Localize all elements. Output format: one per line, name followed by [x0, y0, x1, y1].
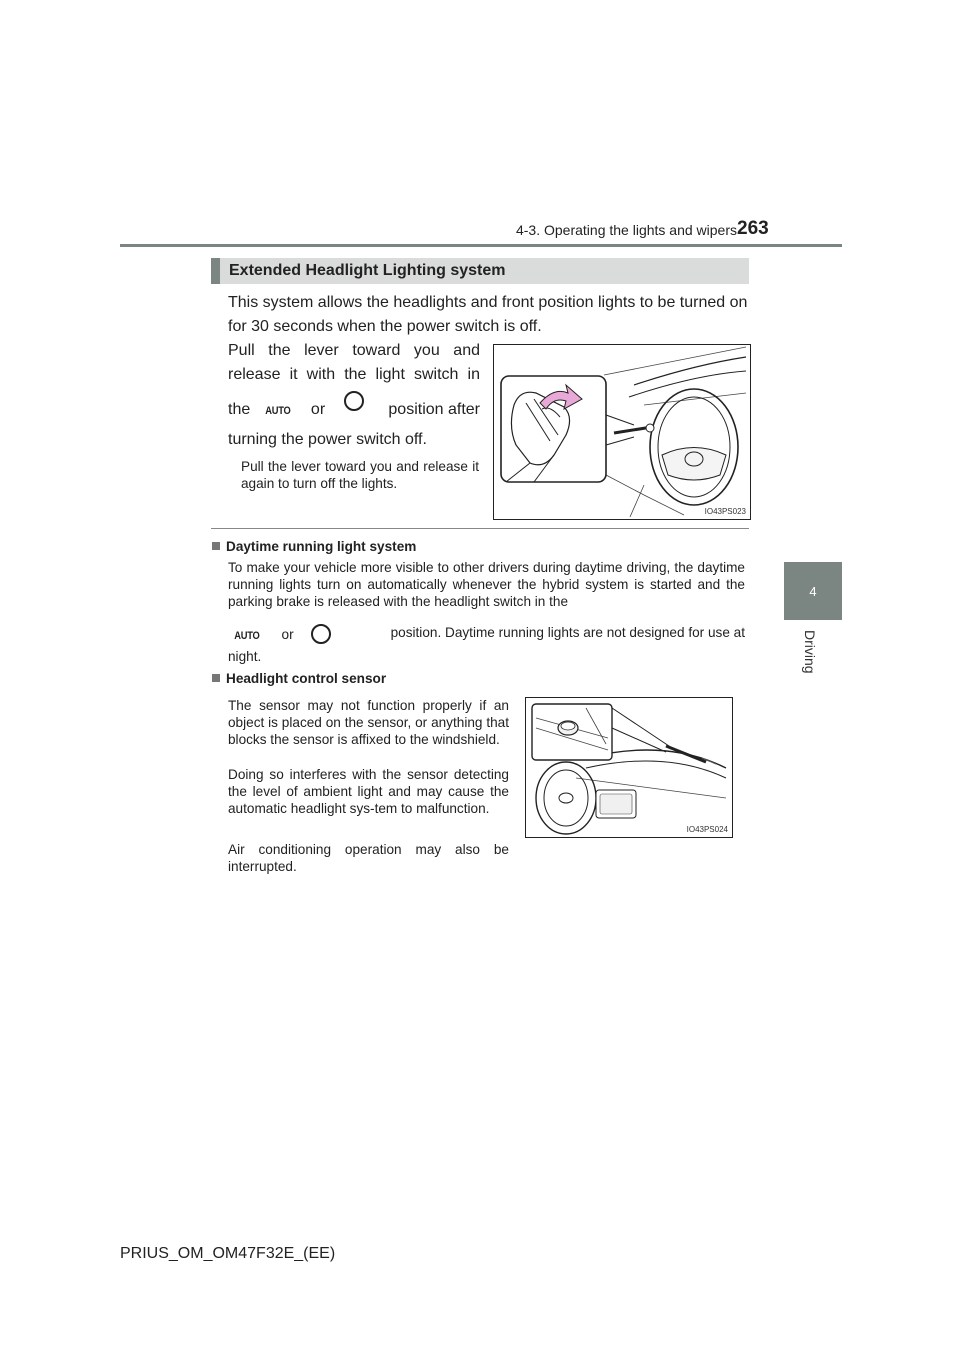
intro-paragraph: This system allows the headlights and front position lights to be turned on for 30 seconds when the power switch is off. [228, 294, 748, 335]
instruction-line-2: release it with the light switch in [228, 366, 480, 383]
drl-title: Daytime running light system [226, 539, 417, 554]
figure-id-2: IO43PS024 [686, 825, 728, 834]
sensor-drawing [526, 698, 732, 837]
auto-icon-2: AUTO [234, 630, 260, 642]
drl-position-text: position. Daytime running lights are not designed for use at [390, 625, 745, 640]
sensor-paragraph-2: Doing so interferes with the sensor detecting the level of ambient light and may cause the automatic headlight sys-tem to malfunction. [228, 767, 509, 816]
sensor-paragraph-1: The sensor may not function properly if an object is placed on the sensor, or anything that blocks the sensor is affixed to the windshield. [228, 698, 509, 747]
drl-paragraph: To make your vehicle more visible to other drivers during daytime driving, the daytime running lights turn on automatically whenever the hybrid system is started and the parking brake is released with the headlight switch in the [228, 560, 745, 609]
auto-icon: AUTO [264, 405, 291, 417]
figure-id-1: IO43PS023 [704, 507, 746, 516]
instruction-position-after: position after [388, 401, 480, 418]
square-bullet-icon [212, 542, 220, 550]
lever-drawing [494, 345, 750, 519]
instruction-line-1: Pull the lever toward you and [228, 342, 480, 359]
section-divider [211, 528, 749, 529]
headlight-position-icon-2 [311, 624, 331, 644]
instruction-line-4: turning the power switch off. [228, 431, 427, 448]
instruction-or: or [310, 401, 326, 418]
square-bullet-icon-2 [212, 674, 220, 682]
sensor-paragraph-3: Air conditioning operation may also be interrupted. [228, 842, 509, 874]
release-note: Pull the lever toward you and release it again to turn off the lights. [241, 459, 479, 491]
sensor-title: Headlight control sensor [226, 671, 387, 686]
sensor-heading [212, 671, 386, 686]
headlight-position-icon [344, 391, 364, 411]
drl-night: night. [228, 649, 262, 664]
drl-line-icons [228, 624, 745, 644]
instruction-the: the [228, 401, 251, 418]
chapter-tab[interactable] [784, 562, 842, 620]
instruction-line-3 [228, 398, 480, 422]
header-rule [120, 244, 842, 247]
lever-illustration [493, 344, 751, 520]
drl-or: or [281, 627, 294, 642]
heading-text: Extended Headlight Lighting system [229, 262, 506, 279]
page-number: 263 [737, 218, 769, 239]
footer-doc-code: PRIUS_OM_OM47F32E_(EE) [120, 1245, 336, 1262]
section-heading [211, 258, 749, 284]
section-header: 4-3. Operating the lights and wipers [515, 222, 737, 238]
chapter-number: 4 [809, 583, 817, 599]
sensor-illustration [525, 697, 733, 838]
heading-accent-bar [211, 258, 220, 284]
chapter-label: Driving [802, 630, 818, 674]
drl-heading [212, 539, 416, 554]
